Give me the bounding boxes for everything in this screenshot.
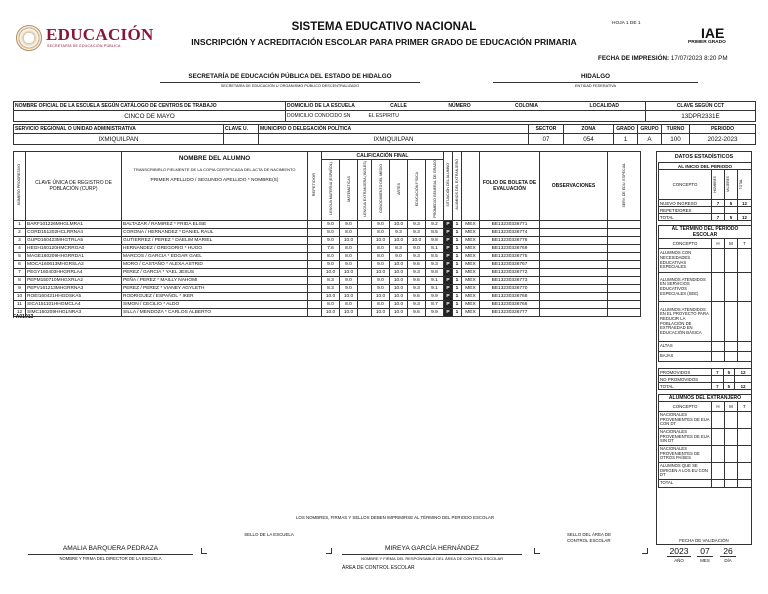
page-title: SISTEMA EDUCATIVO NACIONAL: [291, 21, 477, 33]
stats-panel: DATOS ESTADÍSTICOS AL INICIO DEL PERIODO CONCEPTO HOMBRES MUJERES TOTAL NUEVO INGRESO 7 5 12 REPETIDORES TOTAL 7 5 12 AL TÉRMINO DEL PERIODO ESCOLAR CONCEPTO H M T ALUMNOS CON NECESIDADES EDUCATIVAS ESPECIALES ALUMNOS ATENDIDOS EN SERVICIOS EDUCATIVOS ESPECIALES (SEE) ALUMNOS ATENDIDOS EN EL PROYECTO PARA REDUCIR LA POBLACIÓN DE EXTRAEDAD EN EDUCACIÓN BÁSICA ALTAS BAJAS PROMOVIDOS 7 5 12 NO PROMOVIDOS TOTAL 7 5 12 ALUMNOS DEL EXTRANJERO CONCEPTO H M T NACIONALES PROVENIENTES DE EUA CON DT NACIONALES PROVENIENTES DE EUA SIN DT NACIONALES PROVENIENTES DE OTROS PAÍSES ALUMNOS QUE SE DIRIGEN A LOS EU CON DT TOTAL: [656, 151, 752, 545]
student-name: PEREZ / PEREZ * VIANEY AGYLETH: [122, 284, 308, 292]
grade: 10.0: [340, 268, 358, 276]
grade: 9.0: [340, 220, 358, 228]
form-grade: PRIMER GRADO: [688, 40, 726, 45]
grade: [358, 292, 372, 300]
grade: 9.0: [322, 220, 340, 228]
grade: 8.5: [426, 252, 444, 260]
grade: 9.8: [426, 236, 444, 244]
folio: BE13230336775: [480, 252, 540, 260]
grade: 10.0: [322, 292, 340, 300]
grade: 8.0: [340, 252, 358, 260]
table-row: 12 SIMC160209HHGLNRA3 SILLA / MENDOZA * CARLOS ALBERTO 10.0 10.0 10.0 10.0 9.6 9.9 P 1 MEX BE13230336777: [14, 308, 641, 316]
stat-row: NACIONALES PROVENIENTES DE OTROS PAÍSES: [659, 446, 752, 463]
director-label: NOMBRE Y FIRMA DEL DIRECTOR DE LA ESCUELA: [59, 556, 162, 561]
school-stamp-label: SELLO DE LA ESCUELA: [244, 532, 294, 537]
grade: 8.0: [340, 244, 358, 252]
table-row: 7 PEGY160403HHGRRLA4 PEREZ / GARCIA * YAEL JESUS 10.0 10.0 10.0 10.0 9.3 9.8 P 1 MEX BE13230336772: [14, 268, 641, 276]
stats-end: AL TÉRMINO DEL PERIODO ESCOLAR CONCEPTO H M T ALUMNOS CON NECESIDADES EDUCATIVAS ESPECIALES ALUMNOS ATENDIDOS EN SERVICIOS EDUCATIVOS ESPECIALES (SEE) ALUMNOS ATENDIDOS EN EL PROYECTO PARA REDUCIR LA POBLACIÓN DE EXTRAEDAD EN EDUCACIÓN BÁSICA ALTAS BAJAS: [658, 225, 752, 362]
table-row: 9 PEPV161213MHGRRNA3 PEREZ / PEREZ * VIANEY AGYLETH 8.3 9.0 9.0 10.0 9.3 9.1 P 1 MEX BE13230336770: [14, 284, 641, 292]
grade: 10.0: [390, 292, 408, 300]
grade: 10.0: [340, 292, 358, 300]
grade: 9.3: [408, 268, 426, 276]
table-row: 10 ROEI160421HHGDSKA5 RODRIGUEZ / ESPAÑOL * IKER 10.0 10.0 10.0 10.0 9.6 9.9 P 1 MEX BE13230336768: [14, 292, 641, 300]
stats-promoted: [658, 368, 752, 390]
folio: BE13230336776: [480, 236, 540, 244]
grade: 9.3: [408, 228, 426, 236]
curp: CORD151202HCLRRNA4: [26, 228, 122, 236]
grade: 9.0: [322, 236, 340, 244]
grade: 9.2: [426, 220, 444, 228]
grade: 7.6: [322, 244, 340, 252]
grade: 9.0: [390, 252, 408, 260]
grade: [358, 308, 372, 316]
table-row: 3 GUPD160423MHGTRLA5 GUTIERREZ / PEREZ * DAELIM MARIEL 9.0 10.0 10.0 10.0 10.0 9.8 P 1 MEX BE13230336776: [14, 236, 641, 244]
grade: 8.7: [426, 300, 444, 308]
grade: 9.8: [426, 268, 444, 276]
school-info-2: SERVICIO REGIONAL O UNIDAD ADMINISTRATIVA CLAVE U. MUNICIPIO O DELEGACIÓN POLÍTICA SECTOR ZONA GRADO GRUPO TURNO PERIODO IXMIQUILPAN IXMIQUILPAN 07 054 1 A 100 2022-2023: [13, 124, 756, 145]
grade: 10.0: [372, 268, 390, 276]
grade: [358, 228, 372, 236]
grade: [358, 236, 372, 244]
grade: [358, 220, 372, 228]
table-row: 11 SICA151101HHGMCLA4 SIMON / CECILIO * ALDO 8.0 8.0 8.0 10.0 9.3 8.7 P 1 MEX BE13230336766: [14, 300, 641, 308]
grade: 9.9: [426, 292, 444, 300]
folio: BE13230336767: [480, 260, 540, 268]
responsable-label: NOMBRE Y FIRMA DEL RESPONSABLE DEL ÁREA DE CONTROL ESCOLAR: [360, 556, 504, 561]
grade: 10.0: [390, 268, 408, 276]
table-row: 8 PEPM150710MHGXRLA2 PEÑA / PEREZ * MAILLY NAHOMI 8.3 9.0 9.0 10.0 9.6 9.1 P 1 MEX BE13230336773: [14, 276, 641, 284]
grade: 10.0: [390, 236, 408, 244]
stat-row: ALUMNOS CON NECESIDADES EDUCATIVAS ESPECIALES: [659, 249, 752, 273]
grade: 9.6: [408, 260, 426, 268]
page-subtitle: INSCRIPCIÓN Y ACREDITACIÓN ESCOLAR PARA PRIMER GRADO DE EDUCACIÓN PRIMARIA: [191, 37, 577, 47]
folio: BE13230336771: [480, 220, 540, 228]
grade: 9.0: [340, 284, 358, 292]
curp: HEGH160120HMCRRGA0: [26, 244, 122, 252]
stat-row: TOTAL 7 5 12: [659, 214, 752, 221]
student-name: MORO / CASTAÑO * ALEXA ASTRID: [122, 260, 308, 268]
subject-header: MATEMÁTICAS: [340, 160, 358, 221]
grade: [358, 284, 372, 292]
folio: BE13230336774: [480, 228, 540, 236]
grade: 8.1: [426, 244, 444, 252]
subject-header: LENGUA EXTRANJERA (INGLÉS): [358, 160, 372, 221]
stat-row: NACIONALES PROVENIENTES DE EUA SIN DT: [659, 429, 752, 446]
grade: 10.0: [340, 308, 358, 316]
stat-row: ALUMNOS ATENDIDOS EN SERVICIOS EDUCATIVOS ESPECIALES (SEE): [659, 273, 752, 302]
folio: BE13230336766: [480, 300, 540, 308]
grade: 10.0: [408, 236, 426, 244]
stat-row: NACIONALES PROVENIENTES DE EUA CON DT: [659, 412, 752, 429]
grade: 9.3: [408, 252, 426, 260]
stat-row: TOTAL 7 5 12: [659, 383, 752, 390]
grade: [358, 268, 372, 276]
curp: ROEI160421HHGDSKA5: [26, 292, 122, 300]
folio: BE13230336773: [480, 276, 540, 284]
subject-header: EDUCACIÓN FÍSICA: [408, 160, 426, 221]
curp: BARF101226MHGLMRA1: [26, 220, 122, 228]
folio: BE13230336770: [480, 284, 540, 292]
grade: 9.0: [322, 260, 340, 268]
student-name: HERNANDEZ / GREGORIO * HUGO: [122, 244, 308, 252]
grade: 8.5: [426, 228, 444, 236]
table-row: 6 MOCA160613MHGRSLA2 MORO / CASTAÑO * ALEXA ASTRID 9.0 9.0 9.0 10.0 9.6 9.3 P 1 MEX BE13230336767: [14, 260, 641, 268]
grade: 9.0: [340, 260, 358, 268]
director-name: AMALIA BARQUERA PEDRAZA: [62, 545, 159, 552]
stats-foreign: ALUMNOS DEL EXTRANJERO CONCEPTO H M T NACIONALES PROVENIENTES DE EUA CON DT NACIONALES PROVENIENTES DE EUA SIN DT NACIONALES PROVENIENTES DE OTROS PAÍSES ALUMNOS QUE SE DIRIGEN A LOS EU CON DT TOTAL: [658, 394, 752, 488]
school-name: CINCO DE MAYO: [14, 111, 286, 122]
grade: 8.0: [340, 300, 358, 308]
control-area: ÁREA DE CONTROL ESCOLAR: [342, 565, 415, 571]
curp: SIMC160209HHGLNRA3: [26, 308, 122, 316]
state-label: ENTIDAD FEDERATIVA: [575, 84, 616, 88]
grade: 10.0: [372, 308, 390, 316]
grade: [358, 276, 372, 284]
grade: 8.0: [372, 300, 390, 308]
grade: 9.6: [408, 292, 426, 300]
grade: 10.0: [390, 300, 408, 308]
grade: 10.0: [390, 220, 408, 228]
grade: 8.0: [340, 228, 358, 236]
grade: 9.0: [372, 276, 390, 284]
student-name: GUTIERREZ / PEREZ * DAELIM MARIEL: [122, 236, 308, 244]
print-date: FECHA DE IMPRESIÓN: 17/07/2023 8:20 PM: [598, 55, 728, 62]
grade: 9.6: [408, 308, 426, 316]
grade: 9.9: [426, 308, 444, 316]
grade: 10.0: [390, 260, 408, 268]
table-row: 5 MAGE160209HHGRRDA1 MARCOS / GARCIA * EDGAR GAEL 8.0 8.0 8.0 9.0 9.3 8.5 P 1 MEX BE13230336775: [14, 252, 641, 260]
grade: 9.3: [408, 284, 426, 292]
table-row: 4 HEGH160120HMCRRGA0 HERNANDEZ / GREGORIO * HUGO 7.6 8.0 8.0 8.3 9.0 8.1 P 1 MEX BE13230336769: [14, 244, 641, 252]
student-name: SILLA / MENDOZA * CARLOS ALBERTO: [122, 308, 308, 316]
grade: 8.0: [372, 244, 390, 252]
stats-start: AL INICIO DEL PERIODO CONCEPTO HOMBRES MUJERES TOTAL NUEVO INGRESO 7 5 12 REPETIDORES TOTAL 7 5 12: [658, 162, 752, 221]
student-name: CORONA / HERNANDEZ * DANIEL RAUL: [122, 228, 308, 236]
subject-header: LENGUA MATERNA (ESPAÑOL): [322, 160, 340, 221]
form-code: IAE: [701, 25, 725, 41]
grade: 9.1: [426, 276, 444, 284]
student-name: PEÑA / PEREZ * MAILLY NAHOMI: [122, 276, 308, 284]
logo-subtitle: SECRETARÍA DE EDUCACIÓN PÚBLICA: [47, 44, 121, 48]
grade: [358, 244, 372, 252]
curp: PEPV161213MHGRRNA3: [26, 284, 122, 292]
grade: 10.0: [390, 308, 408, 316]
grade: 8.0: [372, 228, 390, 236]
grade: [358, 260, 372, 268]
grade: 9.3: [426, 260, 444, 268]
grade: 8.0: [322, 300, 340, 308]
grade: 10.0: [372, 292, 390, 300]
table-row: 2 CORD151202HCLRRNA4 CORONA / HERNANDEZ * DANIEL RAUL 8.0 8.0 8.0 9.3 9.3 8.5 P 1 MEX BE13230336774: [14, 228, 641, 236]
grade: 9.0: [372, 260, 390, 268]
grade: 9.3: [408, 220, 426, 228]
grade: 8.3: [390, 244, 408, 252]
curp: MAGE160209HHGRRDA1: [26, 252, 122, 260]
subject-header: ARTES: [390, 160, 408, 221]
stat-row: TOTAL: [659, 480, 752, 488]
folio: BE13230336772: [480, 268, 540, 276]
table-row: 1 BARF101226MHGLMRA1 BALTAZAR / RAMIREZ * FRIDA ELISE 9.0 9.0 9.0 10.0 9.3 9.2 P 1 MEX BE13230336771: [14, 220, 641, 228]
students-table: NÚMERO PROGRESIVO CLAVE ÚNICA DE REGISTRO DE POBLACIÓN (CURP) NOMBRE DEL ALUMNO TRANSCRIBIRLO FIELMENTE DE LA COPIA CERTIFICADA DEL ACTA DE NACIMIENTO PRIMER APELLIDO / SEGUNDO APELLIDO * NOMBRE(S) REPETIDOR CALIFICACIÓN FINAL SITUACIÓN DEL ALUMNO ALUMNOS DEL EXTRANJERO FOLIO DE BOLETA DE EVALUACIÓN OBSERVACIONES SERV. DE EDU. ESPECIAL LENGUA MATERNA (ESPAÑOL) MATEMÁTICAS LENGUA EXTRANJERA (INGLÉS) CONOCIMIENTO DEL MEDIO ARTES EDUCACIÓN FÍSICA PROMEDIO GENERAL DE GRADO 1 BARF101226MHGLMRA1 BALTAZAR / RAMIREZ * FRIDA ELISE 9.0 9.0 9.0 10.0 9.3 9.2 P 1 MEX BE13230336771 2 CORD151202HCLRRNA4 CORONA / HERNANDEZ * DANIEL RAUL 8.0 8.0 8.0 9.3 9.3 8.5 P 1 MEX BE13230336774 3 GUPD160423MHGTRLA5 GUTIERREZ / PEREZ * DAELIM MARIEL 9.0 10.0 10.0 10.0 10.0 9.8 P 1 MEX BE13230336776 4 HEGH160120HMCRRGA0 HERNANDEZ / GREGORIO * HUGO 7.6 8.0 8.0 8.3 9.0 8.1 P 1 MEX BE13230336769 5 MAGE160209HHGRRDA1 MARCOS / GARCIA * EDGAR GAEL 8.0 8.0 8.0 9.0 9.3 8.5 P 1 MEX BE13230336775 6 MOCA160613MHGRSLA2 MORO / CASTAÑO * ALEXA ASTRID 9.0 9.0 9.0 10.0 9.6 9.3 P 1 MEX BE13230336767 7 PEGY160403HHGRRLA4 PEREZ / GARCIA * YAEL JESUS 10.0 10.0 10.0 10.0 9.3 9.8 P 1 MEX BE13230336772 8 PEPM150710MHGXRLA2 PEÑA / PEREZ * MAILLY NAHOMI 8.3 9.0 9.0 10.0 9.6 9.1 P 1 MEX BE13230336773 9 PEPV161213MHGRRNA3 PEREZ / PEREZ * VIANEY AGYLETH 8.3 9.0 9.0 10.0 9.3 9.1 P 1 MEX BE13230336770 10 ROEI160421HHGDSKA5 RODRIGUEZ / ESPAÑOL * IKER 10.0 10.0 10.0 10.0 9.6 9.9 P 1 MEX BE13230336768 11 SICA151101HHGMCLA4 SIMON / CECILIO * ALDO 8.0 8.0 8.0 10.0 9.3 8.7 P 1 MEX BE13230336766 12 SIMC160209HHGLNRA3 SILLA / MENDOZA * CARLOS ALBERTO 10.0 10.0 10.0 10.0 9.6 9.9 P 1 MEX BE13230336777: [13, 151, 641, 317]
grade: 10.0: [340, 236, 358, 244]
secretaria: SECRETARÍA DE EDUCACIÓN PÚBLICA DEL ESTADO DE HIDALGO: [188, 73, 392, 80]
stat-row: ALUMNOS ATENDIDOS EN EL PROYECTO PARA REDUCIR LA POBLACIÓN DE EXTRAEDAD EN EDUCACIÓN BÁSICA: [659, 302, 752, 342]
stat-row: ALTAS: [659, 342, 752, 352]
student-name: PEREZ / GARCIA * YAEL JESUS: [122, 268, 308, 276]
grade: [358, 300, 372, 308]
grade: 9.3: [390, 228, 408, 236]
stat-row: NO PROMOVIDOS: [659, 376, 752, 383]
grade: 9.0: [372, 220, 390, 228]
grade: 10.0: [390, 284, 408, 292]
grade: 8.0: [322, 228, 340, 236]
logo: EDUCACIÓN: [46, 25, 154, 44]
curp: GUPD160423MHGTRLA5: [26, 236, 122, 244]
folio: BE13230336777: [480, 308, 540, 316]
grade: 9.0: [340, 276, 358, 284]
signature-note: LOS NOMBRES, FIRMAS Y SELLOS DEBEN IMPRIMIRSE AL TÉRMINO DEL PERIODO ESCOLAR: [295, 515, 495, 520]
grade: [358, 252, 372, 260]
cct: 13DPR2331E: [646, 111, 756, 122]
curp: MOCA160613MHGRSLA2: [26, 260, 122, 268]
subject-header: CONOCIMIENTO DEL MEDIO: [372, 160, 390, 221]
page-number: HOJA 1 DE 1: [612, 21, 641, 26]
folio: BE13230336769: [480, 244, 540, 252]
stat-row: REPETIDORES: [659, 207, 752, 214]
responsable-name: MIREYA GARCÍA HERNÁNDEZ: [384, 545, 480, 552]
grade: 8.3: [322, 284, 340, 292]
curp: PEGY160403HHGRRLA4: [26, 268, 122, 276]
validation-label: FECHA DE VALIDACIÓN: [679, 538, 729, 543]
area-stamp-label: SELLO DEL ÁREA DE CONTROL ESCOLAR: [567, 532, 612, 543]
footer-code: FA01913: [13, 314, 34, 320]
state: HIDALGO: [580, 73, 611, 80]
grade: 9.3: [408, 300, 426, 308]
grade: 10.0: [322, 268, 340, 276]
grade: 8.0: [322, 252, 340, 260]
grade: 9.6: [408, 276, 426, 284]
grade: 10.0: [372, 236, 390, 244]
curp: SICA151101HHGMCLA4: [26, 300, 122, 308]
student-name: MARCOS / GARCIA * EDGAR GAEL: [122, 252, 308, 260]
grade: 10.0: [322, 308, 340, 316]
student-name: SIMON / CECILIO * ALDO: [122, 300, 308, 308]
school-info: NOMBRE OFICIAL DE LA ESCUELA SEGÚN CATÁLOGO DE CENTROS DE TRABAJO DOMICILIO DE LA ESCUELA CALLE NÚMERO COLONIA LOCALIDAD CLAVE SEGÚN CCT CINCO DE MAYO DOMICILIO CONOCIDO SN EL ESPIRITU 13DPR2331E: [13, 101, 756, 122]
grade: 9.1: [426, 284, 444, 292]
stat-row: PROMOVIDOS 7 5 12: [659, 369, 752, 376]
stat-row: BAJAS: [659, 352, 752, 362]
student-name: BALTAZAR / RAMIREZ * FRIDA ELISE: [122, 220, 308, 228]
stat-row: ALUMNOS QUE SE DIRIGEN A LOS EU CON DT: [659, 463, 752, 480]
folio: BE13230336768: [480, 292, 540, 300]
grade: 8.0: [372, 252, 390, 260]
secretaria-label: SECRETARÍA DE EDUCACIÓN U ORGANISMO PÚBLICO DESCENTRALIZADO: [220, 84, 360, 88]
grade: 9.0: [408, 244, 426, 252]
curp: PEPM150710MHGXRLA2: [26, 276, 122, 284]
grade: 8.3: [322, 276, 340, 284]
grade: 10.0: [390, 276, 408, 284]
grade: 9.0: [372, 284, 390, 292]
stat-row: NUEVO INGRESO 7 5 12: [659, 200, 752, 207]
student-name: RODRIGUEZ / ESPAÑOL * IKER: [122, 292, 308, 300]
subject-header: PROMEDIO GENERAL DE GRADO: [426, 160, 444, 221]
